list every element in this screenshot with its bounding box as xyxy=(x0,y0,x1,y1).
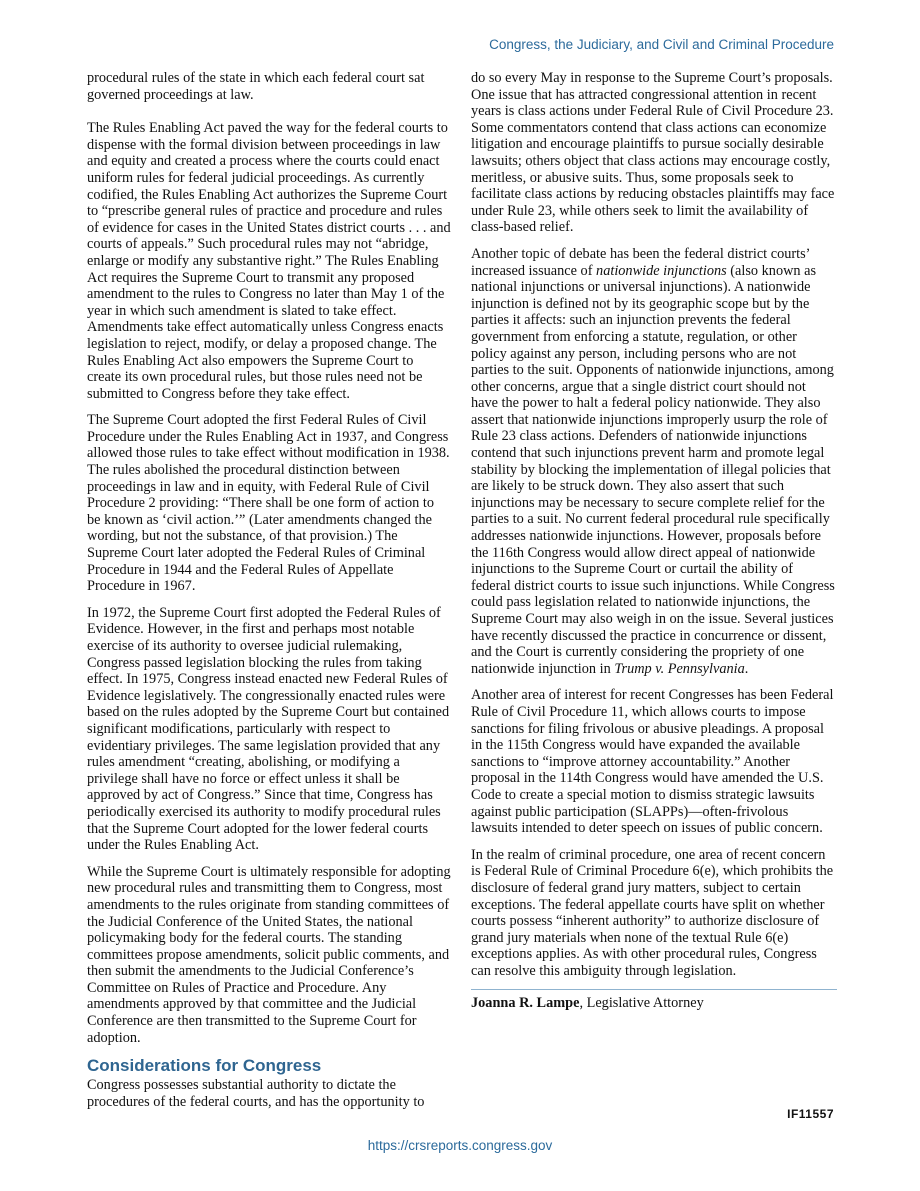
divider xyxy=(471,989,837,990)
text-run: . xyxy=(744,660,749,677)
right-column xyxy=(471,70,835,1012)
author-title: , Legislative Attorney xyxy=(579,995,704,1012)
paragraph: While the Supreme Court is ultimately responsible for adopting new procedural rules and transmitting them to Congress, most amendments to the rules originate from standing committees of the Judicial Conference of the United States, the national policymaking body for the federal courts. The standing committees propose amendments, solicit public comments, and then submit the amendments to the Judicial Conference’s Committee on Rules of Practice and Procedure. Any amendments approved by that committee and the Judicial Conference are then transmitted to the Supreme Court for adoption. xyxy=(87,863,451,1046)
document-id: IF11557 xyxy=(787,1107,834,1121)
author-name: Joanna R. Lampe xyxy=(471,995,580,1012)
paragraph: procedural rules of the state in which each federal court sat governed proceedings at law. xyxy=(87,70,425,103)
author-line xyxy=(471,995,835,1012)
left-column xyxy=(87,70,451,1120)
paragraph: In the realm of criminal procedure, one area of recent concern is Federal Rule of Criminal Procedure 6(e), which prohibits the disclosure of federal grand jury matters, subject to certain exceptions. The federal appellate courts have split on whether courts possess “inherent authority” to authorize disclosure of grand jury materials when none of the textual Rule 6(e) exceptions applies. As with other procedural rules, Congress can resolve this ambiguity through legislation. xyxy=(471,846,834,979)
paragraph: Another area of interest for recent Congresses has been Federal Rule of Civil Procedure 11, which allows courts to impose sanctions for filing frivolous or abusive pleadings. A proposal in the 115th Congress would have expanded the available sanctions to “improve attorney accountability.” Another proposal in the 114th Congress would have amended the U.S. Code to create a special motion to dismiss strategic lawsuits against public participation (SLAPPs)—often-frivolous lawsuits intended to deter speech on issues of public concern. xyxy=(471,687,834,837)
paragraph: The Supreme Court adopted the first Federal Rules of Civil Procedure under the Rules Enabling Act in 1937, and Congress allowed those rules to take effect without modification in 1938. The rules abolished the procedural distinction between proceedings in law and in equity, with Federal Rule of Civil Procedure 2 providing: “There shall be one form of action to be known as ‘civil action.’” (Later amendments changed the wording, but not the substance, of that provision.) The Supreme Court later adopted the Federal Rules of Criminal Procedure in 1944 and the Federal Rules of Appellate Procedure in 1967. xyxy=(87,412,450,595)
section-heading: Considerations for Congress xyxy=(87,1056,322,1076)
paragraph: Congress possesses substantial authority to dictate the procedures of the federal courts, and has the opportunity to xyxy=(87,1077,425,1110)
italic-term: nationwide injunctions xyxy=(596,262,727,279)
paragraph: The Rules Enabling Act paved the way for the federal courts to dispense with the formal division between proceedings in law and equity and created a process where the courts could enact uniform rules for federal judicial proceedings. As currently codified, the Rules Enabling Act authorizes the Supreme Court to “prescribe general rules of practice and procedure and rules of evidence for cases in the United States district courts . . . and courts of appeals.” Such procedural rules may not “abridge, enlarge or modify any substantive right.” The Rules Enabling Act requires the Supreme Court to transmit any proposed amendment to the rules to Congress no later than May 1 of the year in which such amendment is slated to take effect. Amendments take effect automatically unless Congress enacts legislation to reject, modify, or delay a proposed change. The Rules Enabling Act also empowers the Supreme Court to create its own procedural rules, but those rules need not be submitted to Congress before they take effect. xyxy=(87,120,451,402)
paragraph xyxy=(471,246,835,677)
text-run: Another topic of debate has been the federal district courts’ increased issuance of xyxy=(471,245,810,279)
text-run: (also known as national injunctions or universal injunctions). A nationwide injunction is defined not by its geographic scope but by the parties it affects: such an injunction prevents the federal government from enforcing a statute, regulation, or other policy against any person, including persons who are not parties to the suit. Opponents of nationwide injunctions, among other concerns, argue that a single district court should not have the power to halt a federal policy nationwide. They also assert that nationwide injunctions improperly usurp the role of Rule 23 class actions. Defenders of nationwide injunctions contend that such injunctions prevent harm and promote legal stability by blocking the implementation of illegal policies that are likely to be struck down. They also assert that such injunctions may be necessary to secure complete relief for the parties to a suit. No current federal procedural rule specifically addresses nationwide injunctions. However, proposals before the 116th Congress would allow direct appeal of nationwide injunctions to the Supreme Court or curtail the ability of federal district courts to issue such injunctions. While Congress could pass legislation related to nationwide injunctions, the Supreme Court may also weigh in on the issue. Several justices have recently discussed the practice in concurrence or dissent, and the Court is currently considering the propriety of one nationwide injunction in xyxy=(471,262,835,677)
running-header: Congress, the Judiciary, and Civil and Criminal Procedure xyxy=(489,37,834,52)
paragraph: In 1972, the Supreme Court first adopted the Federal Rules of Evidence. However, in the first and perhaps most notable exercise of its authority to oversee judicial rulemaking, Congress passed legislation blocking the rules from taking effect. In 1975, Congress instead enacted new Federal Rules of Evidence legislatively. The congressionally enacted rules were based on the rules adopted by the Supreme Court but contained significant modifications, particularly with respect to evidentiary privileges. The same legislation provided that any rules amendment “creating, abolishing, or modifying a privilege shall have no force or effect unless it shall be approved by act of Congress.” Since that time, Congress has periodically exercised its authority to modify procedural rules that the Supreme Court adopted for the lower federal courts under the Rules Enabling Act. xyxy=(87,604,450,854)
paragraph: do so every May in response to the Supreme Court’s proposals. One issue that has attracted congressional attention in recent years is class actions under Federal Rule of Civil Procedure 23. Some commentators contend that class actions can economize litigation and encourage plaintiffs to pursue socially desirable lawsuits; others object that class actions may encourage costly, meritless, or abusive suits. Thus, some proposals seek to facilitate class actions by reducing obstacles plaintiffs may face under Rule 23, while others seek to limit the availability of class-based relief. xyxy=(471,70,835,236)
footer-url[interactable]: https://crsreports.congress.gov xyxy=(367,1138,553,1153)
case-name: Trump v. Pennsylvania xyxy=(614,660,745,677)
